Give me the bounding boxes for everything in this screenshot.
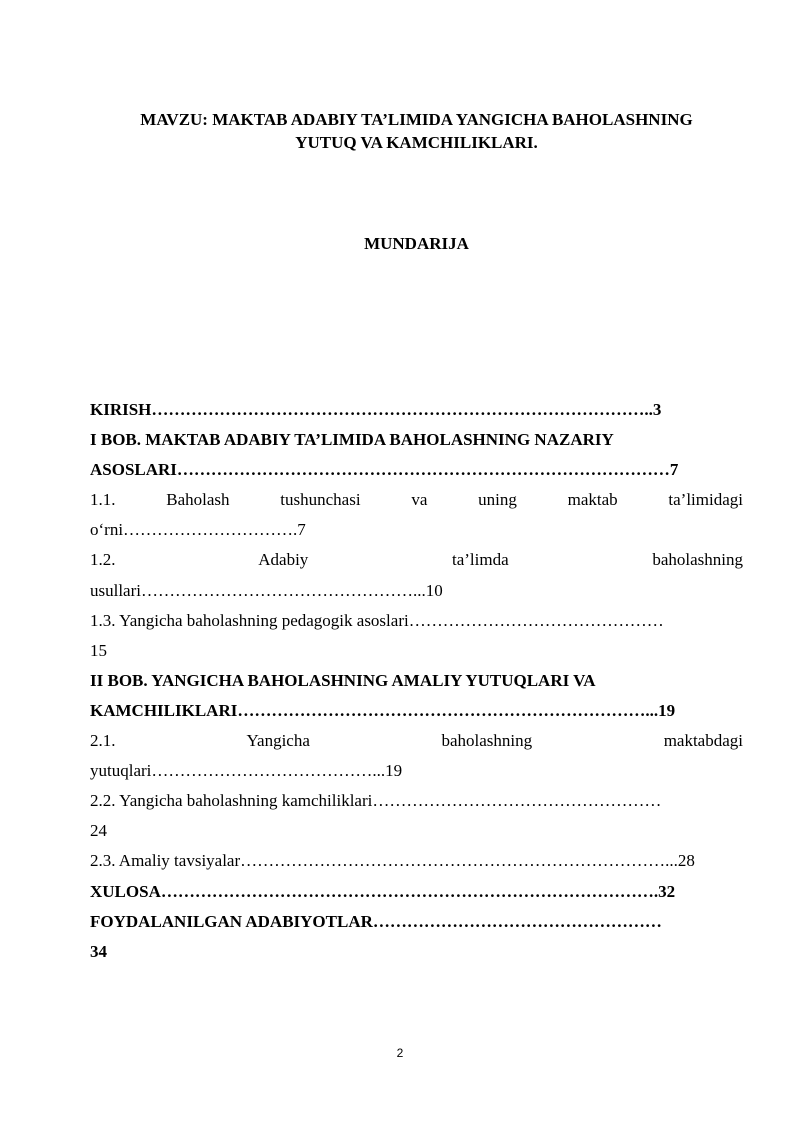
toc-entry-1-1-line-2: o‘rni………………………….7 [90, 520, 306, 540]
title-line-1: MAVZU: MAKTAB ADABIY TA’LIMIDA YANGICHA BAHOLASHNING [140, 110, 693, 129]
toc-entry-chapter-2-line-2: KAMCHILIKLARI………………………………………………………………...19 [90, 700, 676, 720]
toc-entry-chapter-2-line-1: II BOB. YANGICHA BAHOLASHNING AMALIY YUTUQLARI VA [90, 670, 596, 690]
toc-entry-1-2-line-1: 1.2. Adabiy ta’limda baholashning [90, 550, 743, 570]
toc-entry-2-2-line-2: 24 [90, 821, 107, 841]
toc-entry-chapter-1-line-1: I BOB. MAKTAB ADABIY TA’LIMIDA BAHOLASHNING NAZARIY [90, 430, 614, 450]
title-line-2: YUTUQ VA KAMCHILIKLARI. [295, 133, 538, 152]
toc-entry-1-1-line-1: 1.1. Baholash tushunchasi va uning maktab ta’limidagi [90, 490, 743, 510]
toc-entry-1-2-line-2: usullari…………………………………………...10 [90, 580, 443, 600]
toc-entry-2-2-line-1: 2.2. Yangicha baholashning kamchiliklari…………………………………………… [90, 791, 662, 811]
toc-entry-kirish: KIRISH……………………………………………………………………………..3 [90, 400, 662, 419]
table-of-contents [90, 395, 743, 967]
toc-entry-2-3: 2.3. Amaliy tavsiyalar…………………………………………………………………...28 [90, 851, 695, 871]
toc-entry-2-1-line-1: 2.1. Yangicha baholashning maktabdagi [90, 731, 743, 751]
toc-entry-2-1-line-2: yutuqlari…………………………………...19 [90, 761, 403, 781]
page-number: 2 [396, 1046, 404, 1060]
document-title [90, 108, 743, 154]
toc-entry-1-3-line-2: 15 [90, 640, 107, 660]
toc-entry-1-3-line-1: 1.3. Yangicha baholashning pedagogik asoslari……………………………………… [90, 610, 664, 630]
toc-entry-xulosa: XULOSA…………………………………………………………………………….32 [90, 881, 676, 901]
toc-entry-references-line-2: 34 [90, 941, 107, 961]
toc-entry-references-line-1: FOYDALANILGAN ADABIYOTLAR…………………………………………… [90, 911, 662, 931]
toc-heading: MUNDARIJA [364, 234, 469, 253]
toc-entry-chapter-1-line-2: ASOSLARI……………………………………………………………………………7 [90, 460, 679, 480]
